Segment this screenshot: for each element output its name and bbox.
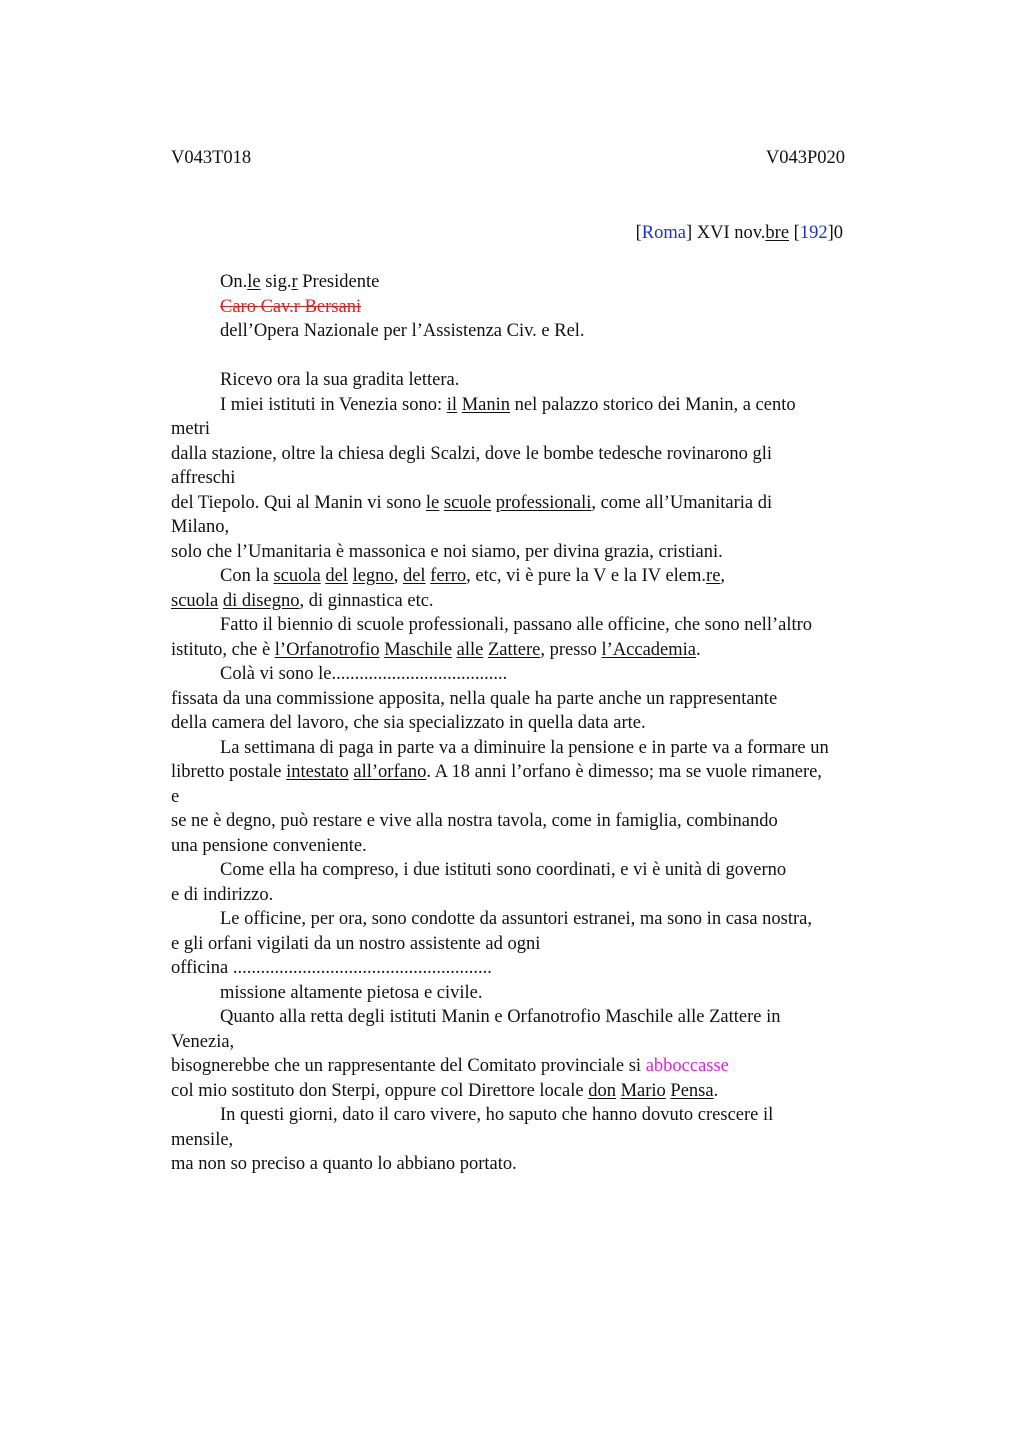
- text-line: I miei istituti in Venezia sono: il Manin nel palazzo storico dei Manin, a cento: [220, 394, 796, 415]
- text-line: metri: [171, 419, 211, 439]
- text-line: officina ........................................................: [171, 958, 492, 978]
- text-line: bisognerebbe che un rappresentante del Comitato provinciale si abboccasse: [171, 1056, 729, 1076]
- text-line: Quanto alla retta degli istituti Manin e Orfanotrofio Maschile alle Zattere in: [220, 1007, 781, 1027]
- text-line: Con la scuola del legno, del ferro, etc, vi è pure la V e la IV elem.re,: [220, 566, 726, 586]
- text-line: Venezia,: [171, 1031, 235, 1052]
- text-line: Le officine, per ora, sono condotte da assuntori estranei, ma sono in casa nostra,: [220, 909, 812, 929]
- text-line: istituto, che è l’Orfanotrofio Maschile alle Zattere, presso l’Accademia.: [171, 639, 701, 660]
- text-line: affreschi: [171, 468, 236, 488]
- document-code-right: V043P020: [765, 148, 845, 168]
- text-line: scuola di disegno, di ginnastica etc.: [171, 590, 434, 611]
- dateline: [Roma] XVI nov.bre [192]0: [635, 223, 843, 243]
- text-line: fissata da una commissione apposita, nella quale ha parte anche un rappresentante: [171, 688, 778, 709]
- text-line: Fatto il biennio di scuole professionali, passano alle officine, che sono nell’altro: [220, 615, 813, 635]
- text-line: La settimana di paga in parte va a diminuire la pensione e in parte va a formare un: [220, 737, 829, 758]
- text-line: In questi giorni, dato il caro vivere, ho saputo che hanno dovuto crescere il: [220, 1105, 774, 1125]
- text-line: della camera del lavoro, che sia specializzato in quella data arte.: [171, 713, 646, 733]
- text-line: e gli orfani vigilati da un nostro assistente ad ogni: [171, 933, 541, 954]
- paragraph-gap: [171, 344, 911, 369]
- address-line: dell’Opera Nazionale per l’Assistenza Civ. e Rel.: [220, 321, 585, 341]
- place-name: Roma: [641, 223, 686, 243]
- text-line: Colà vi sono le......................................: [220, 664, 508, 684]
- struck-address-line: Caro Cav.r Bersani: [220, 296, 362, 317]
- text-line: se ne è degno, può restare e vive alla nostra tavola, come in famiglia, combinando: [171, 811, 778, 831]
- text-line: ma non so preciso a quanto lo abbiano portato.: [171, 1154, 517, 1174]
- highlighted-word: abboccasse: [645, 1056, 729, 1076]
- text-line: col mio sostituto don Sterpi, oppure col Direttore locale don Mario Pensa.: [171, 1080, 719, 1101]
- text-line: una pensione conveniente.: [171, 835, 367, 856]
- address-line: On.le sig.r Presidente: [220, 272, 380, 292]
- text-line: del Tiepolo. Qui al Manin vi sono le scuole professionali, come all’Umanitaria di: [171, 492, 773, 513]
- text-line: missione altamente pietosa e civile.: [220, 982, 483, 1003]
- text-line: e: [171, 786, 180, 807]
- text-line: mensile,: [171, 1129, 234, 1150]
- text-line: solo che l’Umanitaria è massonica e noi siamo, per divina grazia, cristiani.: [171, 541, 723, 562]
- letter-body: [171, 270, 911, 1177]
- text-line: libretto postale intestato all’orfano. A 18 anni l’orfano è dimesso; ma se vuole rimanere,: [171, 762, 822, 782]
- document-code-left: V043T018: [171, 148, 252, 168]
- text-line: dalla stazione, oltre la chiesa degli Scalzi, dove le bombe tedesche rovinarono gli: [171, 443, 773, 464]
- year-part: 192: [799, 223, 828, 243]
- text-line: e di indirizzo.: [171, 884, 274, 905]
- text-line: Milano,: [171, 517, 230, 537]
- text-line: Come ella ha compreso, i due istituti sono coordinati, e vi è unità di governo: [220, 860, 787, 880]
- text-line: Ricevo ora la sua gradita lettera.: [220, 370, 460, 390]
